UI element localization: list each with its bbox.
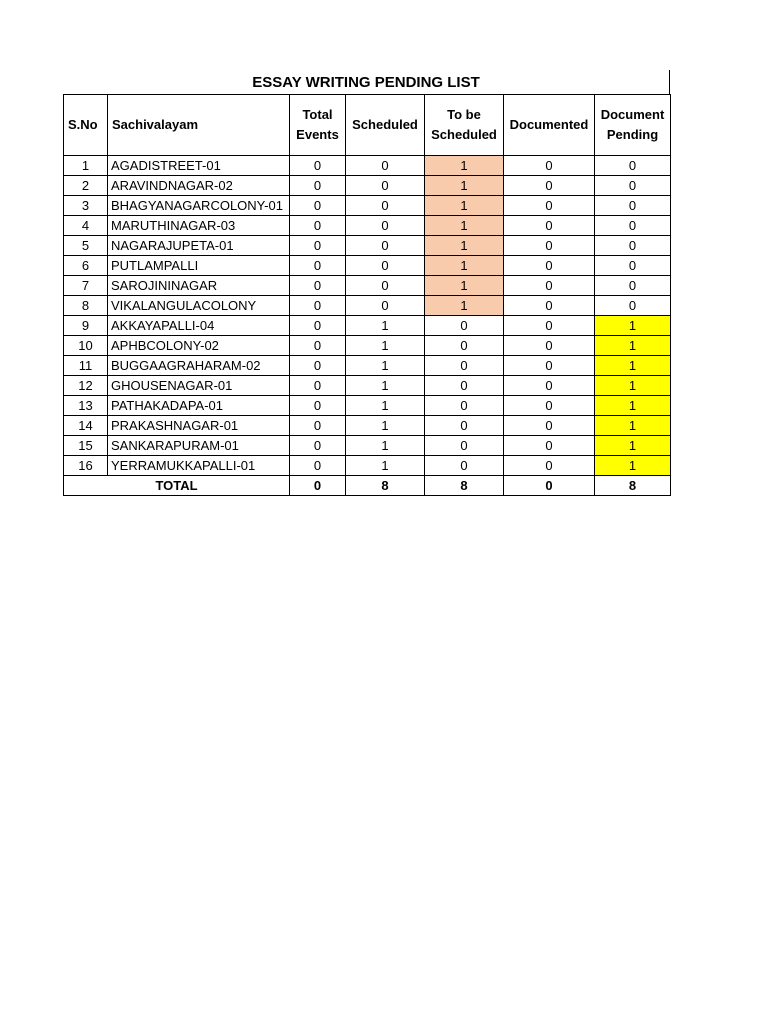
cell-to-be-scheduled: 0: [425, 436, 504, 456]
cell-documented: 0: [504, 296, 595, 316]
header-to-be-scheduled: To be Scheduled: [425, 95, 504, 156]
cell-documented: 0: [504, 416, 595, 436]
cell-to-be-scheduled: 1: [425, 256, 504, 276]
table-row: [64, 356, 671, 376]
cell-sno: 9: [64, 316, 108, 336]
cell-documented: 0: [504, 256, 595, 276]
cell-to-be-scheduled: 1: [425, 176, 504, 196]
cell-to-be-scheduled: 0: [425, 456, 504, 476]
cell-total-events: 0: [290, 296, 346, 316]
table-row: [64, 316, 671, 336]
table-row: [64, 456, 671, 476]
cell-sachivalayam: ARAVINDNAGAR-02: [108, 176, 290, 196]
cell-to-be-scheduled: 0: [425, 376, 504, 396]
cell-sachivalayam: BUGGAAGRAHARAM-02: [108, 356, 290, 376]
total-document-pending-value: 8: [595, 476, 671, 496]
table-row: [64, 256, 671, 276]
cell-total-events: 0: [290, 276, 346, 296]
table-row: [64, 296, 671, 316]
cell-documented: 0: [504, 456, 595, 476]
cell-to-be-scheduled: 0: [425, 316, 504, 336]
cell-scheduled: 0: [346, 236, 425, 256]
cell-total-events: 0: [290, 416, 346, 436]
cell-to-be-scheduled: 0: [425, 356, 504, 376]
cell-sachivalayam: GHOUSENAGAR-01: [108, 376, 290, 396]
cell-sachivalayam: PUTLAMPALLI: [108, 256, 290, 276]
table-row: [64, 236, 671, 256]
cell-total-events: 0: [290, 176, 346, 196]
table-row: [64, 336, 671, 356]
cell-to-be-scheduled: 0: [425, 396, 504, 416]
cell-document-pending: 0: [595, 216, 671, 236]
table-row: [64, 156, 671, 176]
cell-document-pending: 1: [595, 456, 671, 476]
cell-scheduled: 1: [346, 356, 425, 376]
cell-scheduled: 1: [346, 316, 425, 336]
cell-documented: 0: [504, 276, 595, 296]
header-row: [64, 95, 671, 156]
table-row: [64, 396, 671, 416]
cell-sno: 11: [64, 356, 108, 376]
cell-scheduled: 1: [346, 336, 425, 356]
cell-sachivalayam: SANKARAPURAM-01: [108, 436, 290, 456]
cell-sachivalayam: NAGARAJUPETA-01: [108, 236, 290, 256]
cell-to-be-scheduled: 1: [425, 196, 504, 216]
cell-sno: 5: [64, 236, 108, 256]
cell-document-pending: 1: [595, 376, 671, 396]
cell-total-events: 0: [290, 216, 346, 236]
cell-sno: 4: [64, 216, 108, 236]
table-row: [64, 416, 671, 436]
cell-scheduled: 0: [346, 156, 425, 176]
cell-sno: 7: [64, 276, 108, 296]
cell-total-events: 0: [290, 316, 346, 336]
cell-documented: 0: [504, 216, 595, 236]
cell-scheduled: 0: [346, 176, 425, 196]
cell-to-be-scheduled: 0: [425, 416, 504, 436]
cell-scheduled: 1: [346, 416, 425, 436]
cell-sno: 14: [64, 416, 108, 436]
header-documented: Documented: [504, 95, 595, 156]
cell-sno: 3: [64, 196, 108, 216]
cell-sachivalayam: BHAGYANAGARCOLONY-01: [108, 196, 290, 216]
cell-documented: 0: [504, 196, 595, 216]
pending-list-sheet: [63, 70, 670, 496]
cell-to-be-scheduled: 1: [425, 276, 504, 296]
sheet-title: ESSAY WRITING PENDING LIST: [63, 70, 670, 94]
cell-sno: 10: [64, 336, 108, 356]
header-document-pending: Document Pending: [595, 95, 671, 156]
cell-total-events: 0: [290, 376, 346, 396]
table-body: [64, 156, 671, 476]
total-scheduled-value: 8: [346, 476, 425, 496]
cell-document-pending: 0: [595, 176, 671, 196]
cell-documented: 0: [504, 316, 595, 336]
cell-total-events: 0: [290, 396, 346, 416]
cell-to-be-scheduled: 1: [425, 296, 504, 316]
table-row: [64, 276, 671, 296]
cell-sachivalayam: AGADISTREET-01: [108, 156, 290, 176]
table-row: [64, 436, 671, 456]
cell-scheduled: 1: [346, 436, 425, 456]
cell-sno: 2: [64, 176, 108, 196]
cell-documented: 0: [504, 336, 595, 356]
cell-scheduled: 0: [346, 296, 425, 316]
cell-scheduled: 1: [346, 456, 425, 476]
cell-sachivalayam: MARUTHINAGAR-03: [108, 216, 290, 236]
cell-sachivalayam: VIKALANGULACOLONY: [108, 296, 290, 316]
cell-document-pending: 1: [595, 416, 671, 436]
cell-sachivalayam: AKKAYAPALLI-04: [108, 316, 290, 336]
header-sachivalayam: Sachivalayam: [108, 95, 290, 156]
cell-document-pending: 1: [595, 396, 671, 416]
cell-sno: 8: [64, 296, 108, 316]
cell-document-pending: 1: [595, 336, 671, 356]
cell-documented: 0: [504, 376, 595, 396]
cell-document-pending: 0: [595, 196, 671, 216]
table-row: [64, 216, 671, 236]
cell-to-be-scheduled: 1: [425, 216, 504, 236]
header-sno: S.No: [64, 95, 108, 156]
total-label: TOTAL: [64, 476, 290, 496]
total-events-value: 0: [290, 476, 346, 496]
cell-documented: 0: [504, 236, 595, 256]
cell-documented: 0: [504, 436, 595, 456]
cell-documented: 0: [504, 176, 595, 196]
cell-document-pending: 0: [595, 296, 671, 316]
table-row: [64, 196, 671, 216]
header-total-events: Total Events: [290, 95, 346, 156]
total-documented-value: 0: [504, 476, 595, 496]
cell-to-be-scheduled: 1: [425, 156, 504, 176]
cell-scheduled: 1: [346, 396, 425, 416]
cell-documented: 0: [504, 356, 595, 376]
cell-document-pending: 1: [595, 356, 671, 376]
cell-total-events: 0: [290, 156, 346, 176]
cell-document-pending: 0: [595, 156, 671, 176]
cell-sno: 1: [64, 156, 108, 176]
cell-sachivalayam: PRAKASHNAGAR-01: [108, 416, 290, 436]
cell-sachivalayam: YERRAMUKKAPALLI-01: [108, 456, 290, 476]
cell-document-pending: 1: [595, 436, 671, 456]
cell-sno: 13: [64, 396, 108, 416]
pending-list-table: [63, 94, 671, 496]
cell-document-pending: 0: [595, 276, 671, 296]
cell-scheduled: 0: [346, 196, 425, 216]
cell-sno: 16: [64, 456, 108, 476]
table-row: [64, 376, 671, 396]
cell-document-pending: 0: [595, 236, 671, 256]
cell-sno: 6: [64, 256, 108, 276]
cell-scheduled: 0: [346, 216, 425, 236]
cell-documented: 0: [504, 156, 595, 176]
cell-document-pending: 1: [595, 316, 671, 336]
cell-total-events: 0: [290, 356, 346, 376]
cell-sno: 15: [64, 436, 108, 456]
cell-to-be-scheduled: 0: [425, 336, 504, 356]
cell-sachivalayam: PATHAKADAPA-01: [108, 396, 290, 416]
cell-documented: 0: [504, 396, 595, 416]
cell-scheduled: 0: [346, 276, 425, 296]
cell-sno: 12: [64, 376, 108, 396]
cell-total-events: 0: [290, 336, 346, 356]
cell-scheduled: 0: [346, 256, 425, 276]
cell-document-pending: 0: [595, 256, 671, 276]
cell-total-events: 0: [290, 196, 346, 216]
total-row: [64, 476, 671, 496]
cell-scheduled: 1: [346, 376, 425, 396]
cell-to-be-scheduled: 1: [425, 236, 504, 256]
cell-total-events: 0: [290, 436, 346, 456]
cell-total-events: 0: [290, 236, 346, 256]
table-row: [64, 176, 671, 196]
cell-total-events: 0: [290, 256, 346, 276]
cell-sachivalayam: APHBCOLONY-02: [108, 336, 290, 356]
cell-sachivalayam: SAROJININAGAR: [108, 276, 290, 296]
total-to-be-scheduled-value: 8: [425, 476, 504, 496]
cell-total-events: 0: [290, 456, 346, 476]
header-scheduled: Scheduled: [346, 95, 425, 156]
